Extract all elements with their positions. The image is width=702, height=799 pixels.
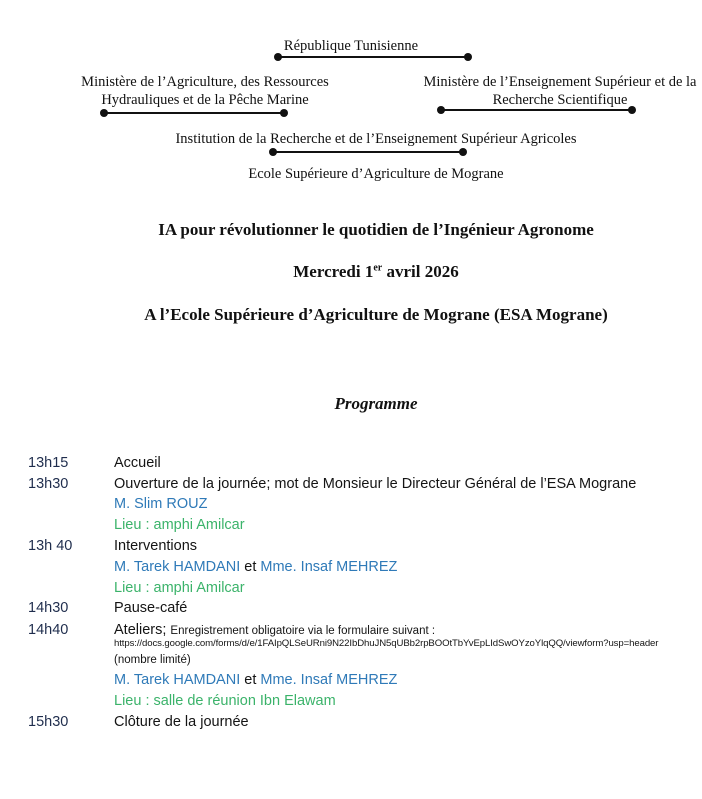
item-time: 15h30 xyxy=(28,714,69,730)
registration-form-link[interactable]: https://docs.google.com/forms/d/e/1FAIpQLSeURni9N22IbDhuJN5qUBb2rpBOOtTbYvEpLIdSwOYzoYlqQQ/viewform?usp=header xyxy=(114,638,659,649)
item-location-row xyxy=(0,578,702,598)
connector-line xyxy=(273,151,463,153)
speaker-joiner: et xyxy=(240,559,261,575)
speaker-1: M. Tarek HAMDANI xyxy=(114,559,241,575)
item-speakers-row xyxy=(0,557,702,577)
item-location: Lieu : salle de réunion Ibn Elawam xyxy=(114,693,336,709)
ministry-agriculture-line1: Ministère de l’Agriculture, des Ressources xyxy=(81,74,329,90)
item-note: Enregistrement obligatoire via le formulaire suivant : xyxy=(170,625,436,637)
item-location: Lieu : amphi Amilcar xyxy=(114,517,245,533)
republic-label: République Tunisienne xyxy=(283,38,419,54)
item-speakers xyxy=(114,670,397,690)
programme-item xyxy=(0,474,702,494)
programme-item xyxy=(0,536,702,556)
programme-item xyxy=(0,712,702,732)
programme-heading: Programme xyxy=(334,394,418,413)
event-date-sup: er xyxy=(373,262,383,274)
item-time: 13h15 xyxy=(28,455,69,471)
ministry-agriculture-line2: Hydrauliques et de la Pêche Marine xyxy=(101,92,309,108)
item-label: Interventions xyxy=(114,538,198,554)
programme-item xyxy=(0,598,702,618)
event-date-suffix: avril 2026 xyxy=(382,262,459,281)
ministry-education-line2: Recherche Scientifique xyxy=(492,92,628,108)
programme-item xyxy=(0,453,702,473)
item-label: Pause-café xyxy=(114,600,188,616)
item-url-row xyxy=(0,636,702,652)
item-time: 14h30 xyxy=(28,600,69,616)
item-location: Lieu : amphi Amilcar xyxy=(114,580,245,596)
item-label: Ouverture de la journée; mot de Monsieur le Directeur Général de l’ESA Mograne xyxy=(114,476,637,492)
connector-line xyxy=(104,112,284,114)
item-time: 13h30 xyxy=(28,476,69,492)
school-label: Ecole Supérieure d’Agriculture de Mograne xyxy=(248,166,504,182)
item-time: 13h 40 xyxy=(28,538,73,554)
item-speakers xyxy=(114,557,397,577)
item-speaker: M. Slim ROUZ xyxy=(114,496,208,512)
connector-line xyxy=(278,56,468,58)
event-date xyxy=(0,262,702,282)
item-label: Accueil xyxy=(114,455,161,471)
event-venue: A l’Ecole Supérieure d’Agriculture de Mograne (ESA Mograne) xyxy=(144,305,608,324)
item-speakers-row xyxy=(0,670,702,690)
item-location-row xyxy=(0,515,702,535)
institution-label: Institution de la Recherche et de l’Enseignement Supérieur Agricoles xyxy=(175,131,577,147)
item-time: 14h40 xyxy=(28,622,69,638)
item-location-row xyxy=(0,691,702,711)
speaker-2: Mme. Insaf MEHREZ xyxy=(260,672,398,688)
item-speaker-row xyxy=(0,494,702,514)
speaker-2: Mme. Insaf MEHREZ xyxy=(260,559,398,575)
ministry-education-line1: Ministère de l’Enseignement Supérieur et de la xyxy=(423,74,697,90)
speaker-joiner: et xyxy=(240,672,261,688)
event-title: IA pour révolutionner le quotidien de l’Ingénieur Agronome xyxy=(158,220,594,239)
speaker-1: M. Tarek HAMDANI xyxy=(114,672,241,688)
item-label: Clôture de la journée xyxy=(114,714,249,730)
event-date-prefix: Mercredi 1 xyxy=(293,262,374,281)
item-limit: (nombre limité) xyxy=(114,654,191,666)
item-limit-row xyxy=(0,651,702,669)
connector-line xyxy=(441,109,632,111)
item-label: Ateliers; xyxy=(114,622,171,638)
